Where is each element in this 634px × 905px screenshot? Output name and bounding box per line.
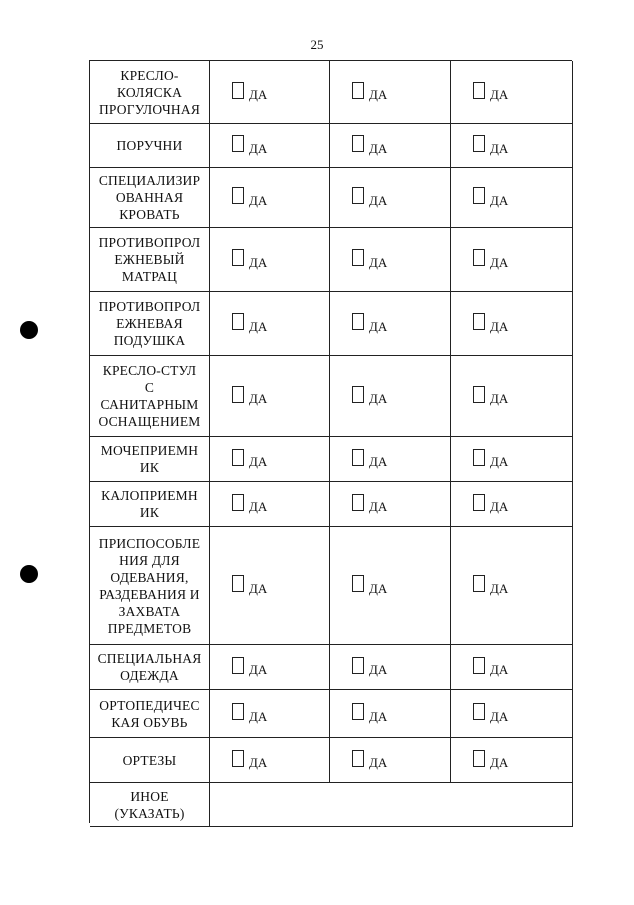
checkbox-label: ДА: [369, 454, 388, 469]
row-label: ПРОТИВОПРОЛ ЕЖНЕВЫЙ МАТРАЦ: [90, 228, 210, 292]
checkbox-cell: [210, 527, 330, 645]
checkbox[interactable]: [232, 187, 244, 204]
checkbox-cell: [210, 292, 330, 356]
checkbox[interactable]: [352, 249, 364, 266]
checkbox-cell: [451, 738, 573, 783]
checkbox-label: ДА: [249, 87, 268, 102]
checkbox-label: ДА: [249, 140, 268, 156]
checkbox-label: ДА: [369, 192, 388, 208]
checkbox-label: ДА: [249, 318, 268, 334]
checkbox[interactable]: [232, 249, 244, 266]
checkbox-cell: [210, 356, 330, 437]
checkbox[interactable]: [352, 657, 364, 674]
checkbox-cell: [210, 168, 330, 228]
row-label-other: ИНОЕ (УКАЗАТЬ): [90, 783, 210, 827]
checkbox-cell: [210, 61, 330, 124]
checkbox[interactable]: [232, 575, 244, 592]
row-label: КРЕСЛО-СТУЛ С САНИТАРНЫМ ОСНАЩЕНИЕМ: [90, 356, 210, 437]
checkbox[interactable]: [352, 750, 364, 767]
checkbox-label: ДА: [249, 254, 268, 270]
checkbox[interactable]: [473, 187, 485, 204]
checkbox[interactable]: [352, 187, 364, 204]
checkbox-label: ДА: [490, 318, 509, 334]
checkbox[interactable]: [473, 249, 485, 266]
checkbox-label: ДА: [490, 391, 509, 406]
checkbox-label: ДА: [490, 87, 509, 102]
checkbox[interactable]: [232, 82, 244, 99]
checkbox-cell: [210, 437, 330, 482]
row-label: СПЕЦИАЛЬНАЯ ОДЕЖДА: [90, 645, 210, 690]
checkbox[interactable]: [232, 313, 244, 330]
checkbox-label: ДА: [490, 140, 509, 156]
checkbox-cell: [330, 168, 451, 228]
checkbox[interactable]: [232, 449, 244, 466]
other-specify-field[interactable]: [210, 783, 573, 827]
punch-hole-bottom: [20, 565, 38, 583]
row-label: ПОРУЧНИ: [90, 124, 210, 168]
checkbox[interactable]: [352, 386, 364, 403]
checkbox-cell: [330, 738, 451, 783]
checkbox-label: ДА: [369, 391, 388, 406]
checkbox-label: ДА: [249, 755, 268, 770]
checkbox[interactable]: [352, 494, 364, 511]
checkbox-cell: [210, 690, 330, 738]
checkbox-label: ДА: [369, 499, 388, 514]
checkbox-label: ДА: [490, 254, 509, 270]
checkbox-cell: [330, 437, 451, 482]
checkbox-label: ДА: [369, 580, 388, 596]
checkbox-cell: [451, 228, 573, 292]
row-label: ОРТЕЗЫ: [90, 738, 210, 783]
checkbox-label: ДА: [490, 192, 509, 208]
checkbox[interactable]: [473, 750, 485, 767]
punch-hole-top: [20, 321, 38, 339]
checkbox-cell: [330, 292, 451, 356]
checkbox-label: ДА: [369, 662, 388, 677]
page-number: 25: [310, 37, 324, 52]
row-label: ОРТОПЕДИЧЕС КАЯ ОБУВЬ: [90, 690, 210, 738]
checkbox[interactable]: [232, 135, 244, 152]
checkbox[interactable]: [352, 313, 364, 330]
checkbox-label: ДА: [490, 708, 509, 724]
checkbox-cell: [330, 228, 451, 292]
checkbox[interactable]: [473, 575, 485, 592]
checkbox[interactable]: [352, 135, 364, 152]
checkbox-cell: [210, 228, 330, 292]
checkbox-cell: [451, 168, 573, 228]
checkbox[interactable]: [473, 313, 485, 330]
checkbox[interactable]: [473, 135, 485, 152]
checkbox-cell: [330, 690, 451, 738]
checkbox-cell: [451, 124, 573, 168]
checkbox-cell: [451, 645, 573, 690]
checkbox-cell: [451, 356, 573, 437]
checkbox-cell: [330, 527, 451, 645]
checkbox-label: ДА: [369, 140, 388, 156]
row-label: КАЛОПРИЕМН ИК: [90, 482, 210, 527]
checkbox[interactable]: [232, 494, 244, 511]
checkbox-label: ДА: [369, 254, 388, 270]
checkbox[interactable]: [352, 703, 364, 720]
checkbox-label: ДА: [369, 755, 388, 770]
checkbox-label: ДА: [369, 87, 388, 102]
checkbox-cell: [210, 738, 330, 783]
checkbox-cell: [330, 124, 451, 168]
checkbox-label: ДА: [249, 580, 268, 596]
checkbox-label: ДА: [249, 662, 268, 677]
checkbox-cell: [330, 645, 451, 690]
checkbox-label: ДА: [369, 708, 388, 724]
checkbox-cell: [451, 61, 573, 124]
checkbox-cell: [210, 645, 330, 690]
checkbox-label: ДА: [249, 192, 268, 208]
checkbox[interactable]: [473, 494, 485, 511]
checkbox-label: ДА: [249, 391, 268, 406]
checkbox-cell: [330, 482, 451, 527]
checkbox[interactable]: [473, 82, 485, 99]
checkbox-cell: [451, 292, 573, 356]
checkbox-label: ДА: [490, 499, 509, 514]
checkbox-cell: [210, 124, 330, 168]
checkbox[interactable]: [473, 386, 485, 403]
checkbox-label: ДА: [490, 755, 509, 770]
row-label: СПЕЦИАЛИЗИР ОВАННАЯ КРОВАТЬ: [90, 168, 210, 228]
checkbox[interactable]: [473, 703, 485, 720]
checkbox-label: ДА: [490, 662, 509, 677]
checkbox-label: ДА: [249, 708, 268, 724]
checkbox-cell: [451, 482, 573, 527]
checkbox-cell: [451, 527, 573, 645]
checkbox[interactable]: [232, 703, 244, 720]
checkbox-label: ДА: [369, 318, 388, 334]
row-label: ПРИСПОСОБЛЕ НИЯ ДЛЯ ОДЕВАНИЯ, РАЗДЕВАНИЯ И ЗАХВАТА ПРЕДМЕТОВ: [90, 527, 210, 645]
checkbox[interactable]: [232, 657, 244, 674]
checkbox[interactable]: [232, 750, 244, 767]
checkbox[interactable]: [473, 449, 485, 466]
checkbox-label: ДА: [249, 499, 268, 514]
checkbox[interactable]: [473, 657, 485, 674]
checkbox-cell: [451, 437, 573, 482]
checkbox-cell: [330, 61, 451, 124]
checkbox[interactable]: [352, 82, 364, 99]
row-label: КРЕСЛО- КОЛЯСКА ПРОГУЛОЧНАЯ: [90, 61, 210, 124]
checkbox-label: ДА: [490, 580, 509, 596]
checkbox[interactable]: [352, 575, 364, 592]
checkbox-cell: [451, 690, 573, 738]
checkbox-label: ДА: [249, 454, 268, 469]
checkbox[interactable]: [232, 386, 244, 403]
checkbox-cell: [210, 482, 330, 527]
assistive-devices-table: [89, 60, 572, 823]
checkbox-cell: [330, 356, 451, 437]
row-label: ПРОТИВОПРОЛ ЕЖНЕВАЯ ПОДУШКА: [90, 292, 210, 356]
checkbox[interactable]: [352, 449, 364, 466]
row-label: МОЧЕПРИЕМН ИК: [90, 437, 210, 482]
checkbox-label: ДА: [490, 454, 509, 469]
